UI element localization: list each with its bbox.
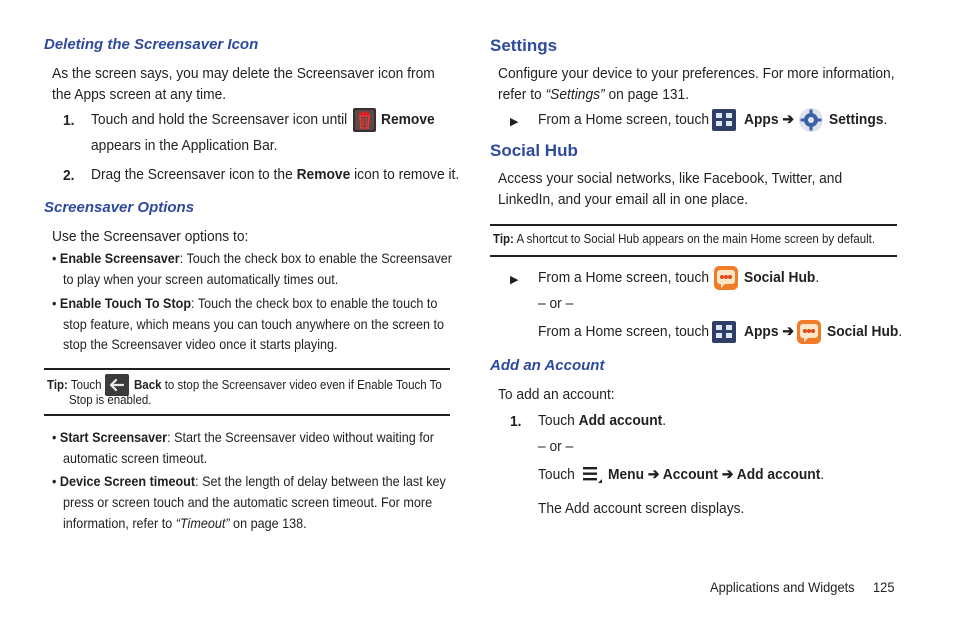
settings-link[interactable]: “Settings” [545,86,605,103]
bullet-rest: : Set the length of delay between the last key [195,473,446,489]
remove-label: Remove [381,111,435,128]
step2-pre: Drag the Screensaver icon to the [91,166,293,183]
bullet-rest: : Touch the check box to enable the touch to [191,295,438,311]
arrow-bullet-icon: ▶ [510,116,519,128]
tip-top-rule [490,224,897,226]
social-step2-apps [744,321,794,342]
period: . [898,323,903,340]
menu-label: Menu [608,466,645,483]
tip-bottom-rule [44,414,450,416]
step-number: 2. [63,167,75,184]
tip-label: Tip: [493,232,514,246]
footer-section: Applications and Widgets [710,579,855,595]
apps-label: Apps [744,111,779,128]
social-line1: Access your social networks, like Facebook, Twitter, and [498,170,843,187]
arrow-icon: ➔ [721,466,734,483]
account-step1 [538,410,666,431]
bullet-bold: Enable Screensaver [59,250,180,266]
add-account-heading: Add an Account [490,357,605,374]
bullet-bold: Start Screensaver [59,429,168,445]
social-hub-label: Social Hub [827,323,899,340]
bullet-dot: • [52,295,60,311]
tip-label: Tip: [47,378,68,392]
tip-line1 [47,378,102,393]
bullet-enable-touch-to-stop [52,293,437,314]
options-intro: Use the Screensaver options to: [52,228,249,245]
or-separator: – or – [538,438,574,455]
bullet-bold: Enable Touch To Stop [59,295,192,311]
social-hub-icon [713,265,739,291]
bullet-line: automatic screen timeout. [63,450,208,466]
tip-rest: to stop the Screensaver video even if Enable Touch To [164,378,442,392]
account-touch-label: Touch [538,466,575,483]
bullet-rest: : Touch the check box to enable the Screensaver [179,250,452,266]
tip-bold: Back [134,378,162,392]
trash-icon [353,108,376,132]
tip-line2: Stop is enabled. [69,393,152,407]
step1-post: appears in the Application Bar. [91,137,278,154]
tip-pre: Touch [70,378,102,392]
settings-line2-pre: refer to [498,86,542,103]
bullet-line: press or screen touch and the automatic screen timeout. For more [63,494,433,510]
deleting-intro-line1: As the screen says, you may delete the Screensaver icon from [52,65,435,82]
step-number: 1. [63,112,75,129]
bullet-bold: Device Screen timeout [59,473,196,489]
social-hub-label: Social Hub [744,269,816,286]
step2-bold: Remove [296,166,351,183]
arrow-bullet-icon: ▶ [510,274,519,286]
touch-label: Touch [538,412,575,429]
settings-line1: Configure your device to your preferences. For more information, [498,65,895,82]
step-number: 1. [510,413,522,430]
ref-pre: information, refer to [63,515,173,531]
options-heading: Screensaver Options [44,199,195,216]
bullet-line: to play when your screen automatically times out. [63,271,339,287]
social-hub-icon [796,319,822,345]
apps-grid-icon [712,321,736,343]
deleting-heading: Deleting the Screensaver Icon [44,36,259,53]
bullet-enable-screensaver [52,248,452,269]
tip-text: A shortcut to Social Hub appears on the main Home screen by default. [516,232,876,246]
bullet-start-screensaver [52,427,434,448]
step1-text [91,109,347,130]
settings-step-target [829,109,887,130]
account-intro: To add an account: [498,386,615,403]
step2-post: icon to remove it. [354,166,460,183]
apps-label: Apps [744,323,779,340]
social-step1-pre: From a Home screen, touch [538,269,710,286]
settings-gear-icon [798,107,824,133]
account-result: The Add account screen displays. [538,500,745,517]
bullet-dot: • [52,250,60,266]
tip-line1-rest [134,378,442,393]
settings-step-pre: From a Home screen, touch [538,111,710,128]
bullet-line: stop feature, which means you can touch anywhere on the screen to [63,316,445,332]
settings-step-apps [744,109,794,130]
bullet-dot: • [52,473,60,489]
arrow-icon: ➔ [782,111,794,128]
account-label: Account [662,466,718,483]
ref-post: on page 138. [233,515,307,531]
bullet-device-screen-timeout [52,471,446,492]
step1-pre: Touch and hold the Screensaver icon until [91,111,348,128]
add-account-label: Add account [736,466,821,483]
settings-heading: Settings [490,36,558,55]
arrow-icon: ➔ [782,323,794,340]
deleting-intro-line2: the Apps screen at any time. [52,86,227,103]
timeout-link[interactable]: “Timeout” [175,515,230,531]
apps-grid-icon [712,109,736,131]
social-step2-pre: From a Home screen, touch [538,323,710,340]
social-line2: LinkedIn, and your email all in one place. [498,191,749,208]
period: . [662,412,667,429]
bullet-dot: • [52,429,60,445]
settings-target: Settings [829,111,884,128]
page-number: 125 [873,579,895,595]
arrow-icon: ➔ [647,466,660,483]
bullet-rest: : Start the Screensaver video without waiting for [167,429,434,445]
period: . [815,269,820,286]
step2-text [91,164,459,185]
bullet-line: stop the Screensaver video once it starts playing. [63,336,338,352]
period: . [820,466,825,483]
social-step2-target [827,321,902,342]
tip-bottom-rule [490,255,897,257]
social-hub-heading: Social Hub [490,141,578,160]
settings-line2-post: on page 131. [608,86,690,103]
or-separator: – or – [538,295,574,312]
account-menu-path [608,464,824,485]
bullet-line-ref [63,513,307,534]
social-step1-target [744,267,819,288]
settings-line2 [498,84,689,105]
period: . [883,111,888,128]
social-tip [493,232,875,247]
add-account-label: Add account [578,412,663,429]
menu-icon [580,462,604,486]
tip-top-rule [44,368,450,370]
